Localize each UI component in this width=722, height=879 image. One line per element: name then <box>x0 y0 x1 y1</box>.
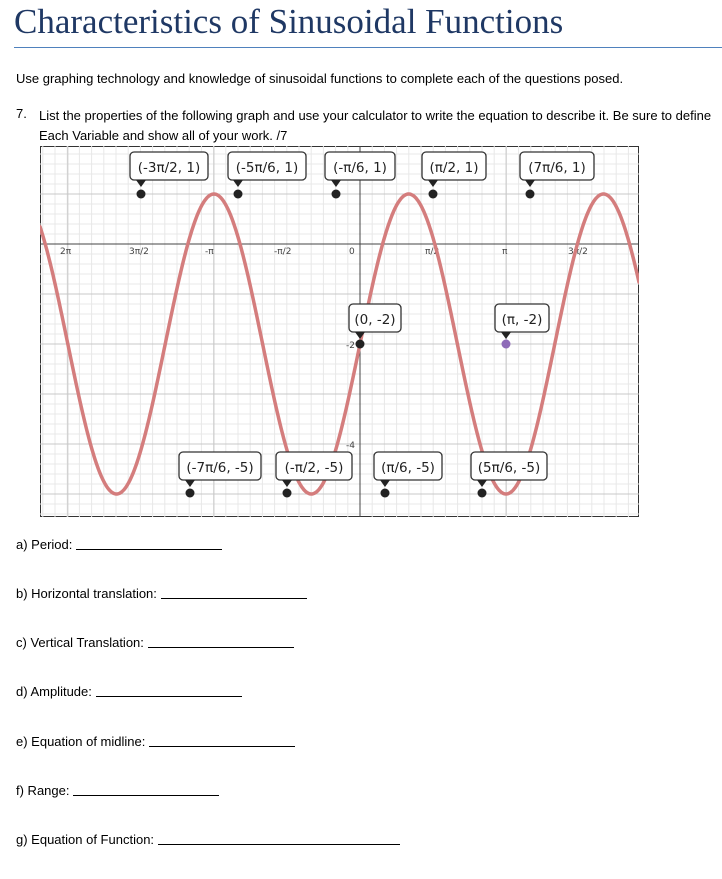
sinusoid-graph <box>40 146 639 517</box>
x-tick-label: 3π/2 <box>129 247 149 257</box>
min-point <box>381 489 390 498</box>
y-tick-label: -2 <box>346 341 355 351</box>
range-answer-line[interactable] <box>73 794 219 796</box>
callout-label: (5π/6, -5) <box>477 460 541 476</box>
callout-label: (-5π/6, 1) <box>235 160 299 176</box>
y-tick-label: -4 <box>346 441 355 451</box>
midline-answer-line[interactable] <box>149 745 295 747</box>
horizontal-translation-label: b) Horizontal translation: <box>16 586 157 601</box>
range-label: f) Range: <box>16 783 70 798</box>
x-tick-label: π/2 <box>425 247 440 257</box>
max-point <box>429 190 438 199</box>
vertical-translation-field <box>16 635 294 650</box>
callout-label: (π/2, 1) <box>429 160 479 176</box>
amplitude-answer-line[interactable] <box>96 695 242 697</box>
instructions: Use graphing technology and knowledge of sinusoidal functions to complete each of the questions posed. <box>16 71 624 86</box>
amplitude-label: d) Amplitude: <box>16 684 92 699</box>
callout-label: (π, -2) <box>501 312 543 328</box>
max-point <box>332 190 341 199</box>
page-title: Characteristics of Sinusoidal Functions <box>14 2 564 41</box>
min-point <box>283 489 292 498</box>
callout-label: (7π/6, 1) <box>528 160 586 176</box>
x-tick-label: -π <box>205 247 214 257</box>
question-text: List the properties of the following graph and use your calculator to write the equation to describe it. Be sure to define Each Variable and show all of your work. /7 <box>39 108 712 143</box>
midline-label: e) Equation of midline: <box>16 734 146 749</box>
range-field <box>16 783 219 798</box>
period-answer-line[interactable] <box>76 548 222 550</box>
equation-label: g) Equation of Function: <box>16 832 155 847</box>
period-label: a) Period: <box>16 537 73 552</box>
question-number: 7. <box>16 106 27 121</box>
min-point <box>478 489 487 498</box>
callout-label: (-π/2, -5) <box>284 460 344 476</box>
midline-field <box>16 734 295 749</box>
x-tick-label: 0 <box>349 247 355 257</box>
max-point <box>526 190 535 199</box>
max-point <box>234 190 243 199</box>
equation-field <box>16 832 400 847</box>
callout-label: (-π/6, 1) <box>333 160 387 176</box>
max-point <box>137 190 146 199</box>
vertical-translation-label: c) Vertical Translation: <box>16 635 144 650</box>
title-underline <box>14 47 722 48</box>
horizontal-translation-answer-line[interactable] <box>161 597 307 599</box>
vertical-translation-answer-line[interactable] <box>148 646 294 648</box>
equation-answer-line[interactable] <box>158 843 400 845</box>
x-tick-label: -π/2 <box>274 247 292 257</box>
midline-point <box>356 340 365 349</box>
callout-label: (-7π/6, -5) <box>186 460 254 476</box>
horizontal-translation-field <box>16 586 307 601</box>
x-tick-label: π <box>502 247 508 257</box>
period-field <box>16 537 222 552</box>
x-tick-label: 3π/2 <box>568 247 588 257</box>
amplitude-field <box>16 684 242 699</box>
x-tick-label: 2π <box>60 247 72 257</box>
min-point <box>186 489 195 498</box>
callout-label: (0, -2) <box>354 312 396 328</box>
callout-label: (π/6, -5) <box>381 460 435 476</box>
callout-label: (-3π/2, 1) <box>137 160 201 176</box>
midline-point-highlighted <box>502 340 511 349</box>
